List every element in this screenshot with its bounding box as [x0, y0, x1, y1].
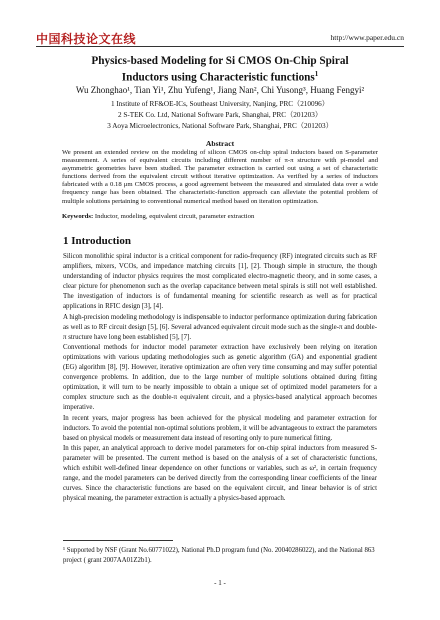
author-list: Wu Zhonghao¹, Tian Yi¹, Zhu Yufeng¹, Jiang Nan², Chi Yusong³, Huang Fengyi² — [75, 85, 365, 95]
abstract-heading: Abstract — [205, 139, 235, 148]
footnote-rule — [63, 540, 173, 541]
paragraph-1: Silicon monolithic spiral inductor is a critical component for radio-frequency (RF) integrated circuits such as RF amplifiers, mixers, VCOs, and impedance matching circuits [1], [2]. Though simple in structure, the though understanding of inductor physics requires the most complicated electro-magnetic theory, and in some cases, a clear picture for phenomenon such as the overlap capacitance between metal spirals is still not well established. The investigation of inductors is of fundamental meaning for scientific research as well as for practical applications in RFIC design [3], [4]. — [63, 253, 377, 311]
keywords — [62, 213, 378, 220]
section-body — [63, 252, 377, 504]
affiliation-3: 3 Aoya Microelectronics, National Software Park, Shanghai, PRC（201203） — [107, 122, 333, 130]
paper-title — [44, 55, 396, 85]
paragraph-5: In this paper, an analytical approach to derive model parameters for on-chip spiral inductors from measured S-parameter will be presented. The current method is based on the analysis of a set of characteristic functions, which exhibit well-defined linear dependence on other functions or variables, such as ω², in certain frequency range, and the model parameters can be derived directly from the corresponding linear coefficients of the linear curves. Since the characteristic functions are based on the equivalent circuit, and linear behavior is of strict physical meaning, the parameter extraction is actually a physics-based approach. — [63, 444, 377, 503]
title-footnote-mark: 1 — [314, 70, 319, 78]
header-rule — [36, 46, 404, 47]
paragraph-2: A high-precision modeling methodology is indispensable to inductor performance optimization during fabrication as well as to RF circuit design [5], [6]. Several advanced equivalent circuit mode such as the single-π and double-π structure have long been established [5], [7]. — [63, 313, 377, 341]
title-line-1: Physics-based Modeling for Si CMOS On-Chip Spiral — [91, 55, 349, 67]
page-header — [36, 28, 404, 46]
keywords-label: Keywords: — [62, 213, 94, 220]
affiliations — [40, 99, 400, 132]
site-logo[interactable]: 中国科技论文在线 — [36, 32, 137, 46]
paragraph-4: In recent years, major progress has been achieved for the physical modeling and parameter extraction for inductors. To avoid the potential non-optimal solutions problem, it will be advantageous to extract the parameters based on physical models or measurement data instead of resorting only to pure numerical fitting. — [63, 414, 377, 442]
affiliation-2: 2 S-TEK Co. Ltd, National Software Park, Shanghai, PRC（201203） — [117, 111, 323, 119]
paragraph-3: Conventional methods for inductor model parameter extraction have exclusively been relying on iteration optimizations with various updating methodologies such as genetic algorithm (GA) and exponential gradient (EG) algorithm [8], [9]. However, iterative optimization are often very time consuming and may suffer potential convergence problems. In addition, due to the large number of multiple solutions obtained during fitting optimization, it will turn to be nearly impossible to obtain a unique set of optimized model parameters for a complex structure such as the double-π equivalent circuit, and a physics-based analytical approach becomes imperative. — [63, 343, 377, 412]
keywords-list: Inductor, modeling, equivalent circuit, parameter extraction — [94, 213, 255, 220]
abstract-text: We present an extended review on the modeling of silicon CMOS on-chip spiral inductors based on S-parameter measurement. A series of equivalent circuits including different number of π-π structure with pi-model and asymmetric geometries have been studied. The parameter extraction is carried out using a set of characteristic functions derived from the equivalent circuit without iterative optimization. As verified by a series of inductors fabricated with a 0.18 μm CMOS process, a good agreement between the measured and simulated data over a wide frequency range has been obtained. The characteristic-function approach can alleviate the potential problem of multiple solutions pertaining to conventional numerical method based on iteration optimization. — [62, 149, 378, 205]
footnote: ¹ Supported by NSF (Grant No.60771022), National Ph.D program fund (No. 20040286022), and the National 863 project ( grant 2007AA01Z2b1). — [63, 547, 375, 564]
title-line-2-text: Inductors using Characteristic functions — [121, 71, 315, 84]
title-line-2 — [44, 68, 396, 85]
site-url[interactable]: http://www.paper.edu.cn — [330, 33, 404, 42]
page-number: - 1 - — [214, 579, 226, 587]
affiliation-1: 1 Institute of RF&OE-ICs, Southeast University, Nanjing, PRC（210096） — [111, 100, 329, 108]
section-heading: 1 Introduction — [63, 235, 131, 247]
